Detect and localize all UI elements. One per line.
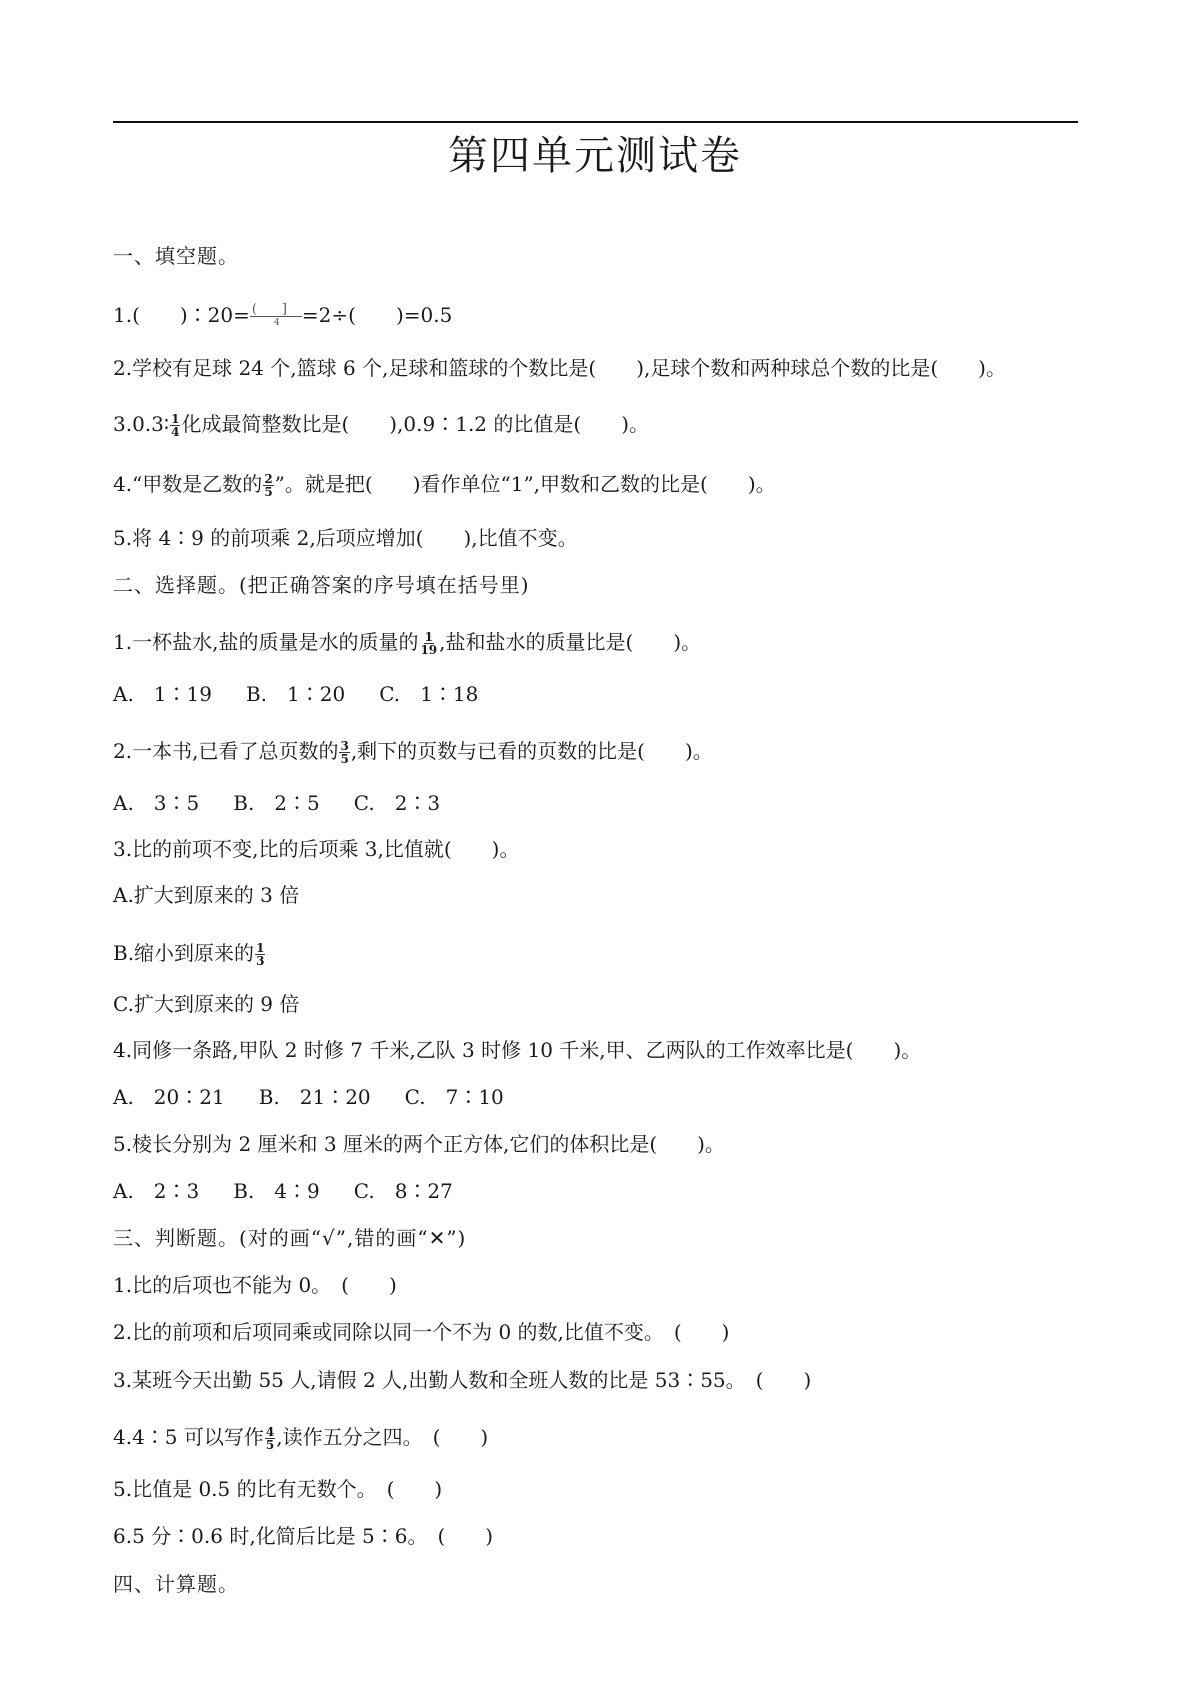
- s2-q5-option-a: A. 2∶3: [113, 1179, 200, 1203]
- section4-heading: 四、计算题。: [113, 1572, 239, 1596]
- s2-q2-denominator: 5: [340, 752, 349, 766]
- s2-q4-option-a: A. 20∶21: [113, 1085, 225, 1109]
- s2-q1-denominator: 19: [420, 643, 438, 657]
- s1-q1-fraction-bar: [250, 316, 302, 317]
- s2-q3-option-a: A.扩大到原来的 3 倍: [113, 883, 300, 907]
- s3-question-6: 6.5 分∶0.6 时,化简后比是 5∶6。 ( ): [113, 1524, 494, 1548]
- s3-question-3: 3.某班今天出勤 55 人,请假 2 人,出勤人数和全班人数的比是 53∶55。 ( ): [113, 1368, 812, 1392]
- s3-q4-numerator: 4: [265, 1425, 275, 1439]
- s1-q3-denominator: 4: [171, 425, 180, 439]
- s3-question-4: [113, 1423, 488, 1451]
- s2-q1-part-b: ,盐和盐水的质量比是( )。: [439, 630, 702, 654]
- s2-q2-options: [113, 789, 474, 817]
- s3-question-1: 1.比的后项也不能为 0。 ( ): [113, 1273, 397, 1297]
- s2-q3-option-b-fraction: [255, 942, 265, 967]
- s1-q1-part-a: 1.( )∶20=: [113, 303, 250, 327]
- s2-q2-fraction: [339, 740, 349, 765]
- s1-question-4: [113, 470, 776, 498]
- s1-q3-part-a: 3.0.3∶: [113, 412, 170, 436]
- s2-question-2: [113, 737, 713, 765]
- s2-q3-option-c: C.扩大到原来的 9 倍: [113, 992, 300, 1016]
- s1-q1-part-b: =2÷( )=0.5: [301, 303, 453, 327]
- s1-q1-fraction-box: [250, 303, 302, 331]
- s2-q4-option-c: C. 7∶10: [404, 1085, 504, 1109]
- section2-heading: 二、选择题。(把正确答案的序号填在括号里): [113, 573, 530, 597]
- s1-q4-fraction: [263, 473, 273, 498]
- s1-q3-fraction: [170, 413, 180, 438]
- s1-q3-numerator: 1: [171, 412, 180, 426]
- s2-q2-option-c: C. 2∶3: [353, 791, 441, 815]
- s2-q4-options: [113, 1083, 538, 1111]
- s2-q1-option-c: C. 1∶18: [379, 682, 479, 706]
- s2-q1-options: [113, 680, 512, 708]
- s1-q4-part-a: 4.“甲数是乙数的: [113, 472, 263, 496]
- s2-q4-option-b: B. 21∶20: [258, 1085, 371, 1109]
- s2-q2-option-a: A. 3∶5: [113, 791, 200, 815]
- s2-q2-option-b: B. 2∶5: [233, 791, 320, 815]
- s2-question-3: 3.比的前项不变,比的后项乘 3,比值就( )。: [113, 837, 520, 861]
- s3-question-5: 5.比值是 0.5 的比有无数个。 ( ): [113, 1477, 443, 1501]
- s2-q1-numerator: 1: [424, 630, 433, 644]
- s1-question-2: 2.学校有足球 24 个,篮球 6 个,足球和篮球的个数比是( ),足球个数和两种球总个数的比是( )。: [113, 356, 1006, 380]
- s2-q3-option-b: [113, 939, 266, 967]
- s2-q5-options: [113, 1177, 487, 1205]
- s3-question-2: 2.比的前项和后项同乘或同除以同一个不为 0 的数,比值不变。 ( ): [113, 1320, 730, 1344]
- s1-q1-box-bottom: 4: [273, 317, 280, 328]
- s1-q4-numerator: 2: [264, 472, 273, 486]
- section1-heading: 一、填空题。: [113, 244, 239, 268]
- s2-q2-part-b: ,剩下的页数与已看的页数的比是( )。: [350, 739, 713, 763]
- s1-q3-part-b: 化成最简整数比是( ),0.9∶1.2 的比值是( )。: [181, 412, 649, 436]
- s2-q5-option-b: B. 4∶9: [233, 1179, 320, 1203]
- s1-q4-denominator: 5: [264, 485, 273, 499]
- page-title: 第四单元测试卷: [448, 133, 742, 179]
- s3-q4-part-b: ,读作五分之四。 ( ): [276, 1425, 489, 1449]
- s2-q5-option-c: C. 8∶27: [353, 1179, 453, 1203]
- s2-q1-option-b: B. 1∶20: [245, 682, 346, 706]
- s3-q4-part-a: 4.4∶5 可以写作: [113, 1425, 264, 1449]
- s2-q1-part-a: 1.一杯盐水,盐的质量是水的质量的: [113, 630, 419, 654]
- s1-question-1: [113, 301, 452, 331]
- section3-heading: 三、判断题。(对的画“√”,错的画“✕”): [113, 1226, 467, 1250]
- s1-q1-box-top-right: ]: [281, 301, 287, 317]
- s3-q4-denominator: 5: [265, 1438, 275, 1452]
- s1-question-5: 5.将 4∶9 的前项乘 2,后项应增加( ),比值不变。: [113, 526, 578, 550]
- s2-q3-option-b-denominator: 3: [256, 954, 265, 968]
- s1-q4-part-b: ”。就是把( )看作单位“1”,甲数和乙数的比是( )。: [274, 472, 776, 496]
- s2-q2-numerator: 3: [340, 739, 349, 753]
- s3-q4-fraction: [265, 1426, 275, 1451]
- header-rule: [113, 121, 1078, 123]
- s2-q1-fraction: [419, 631, 438, 656]
- s2-q3-option-b-text: B.缩小到原来的: [113, 941, 255, 965]
- s2-question-1: [113, 628, 701, 656]
- s2-q2-part-a: 2.一本书,已看了总页数的: [113, 739, 339, 763]
- s2-question-4: 4.同修一条路,甲队 2 时修 7 千米,乙队 3 时修 10 千米,甲、乙两队的工作效率比是( )。: [113, 1038, 922, 1062]
- s2-q1-option-a: A. 1∶19: [113, 682, 212, 706]
- s2-q3-option-b-numerator: 1: [256, 941, 265, 955]
- s2-question-5: 5.棱长分别为 2 厘米和 3 厘米的两个正方体,它们的体积比是( )。: [113, 1132, 725, 1156]
- s1-q1-box-top-left: (: [251, 301, 257, 317]
- s1-question-3: [113, 410, 649, 438]
